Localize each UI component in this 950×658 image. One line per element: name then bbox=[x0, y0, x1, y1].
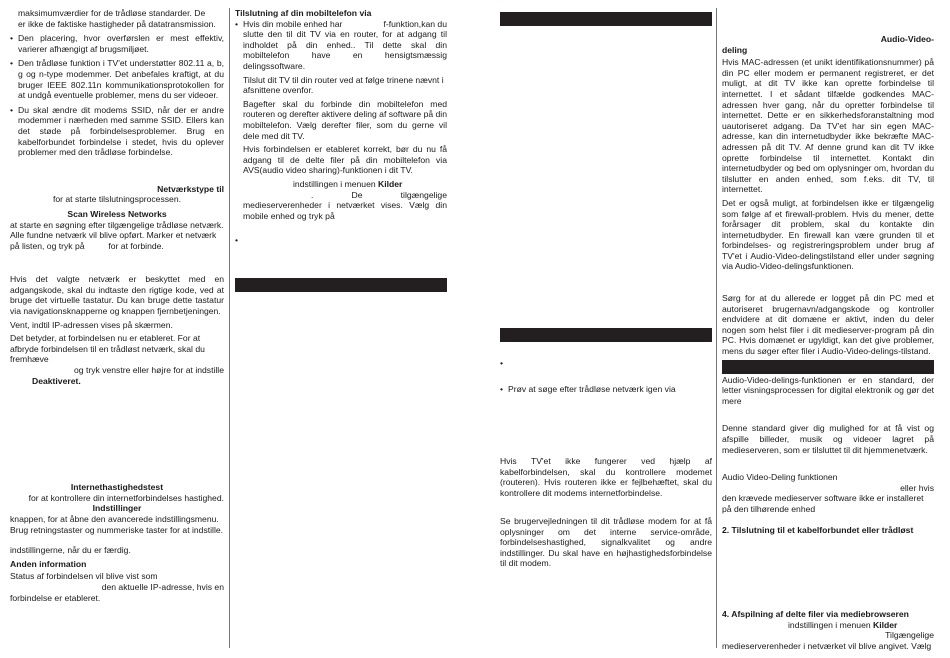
section-header-bar bbox=[235, 278, 447, 292]
paragraph: Hvis TV'et ikke fungerer ved hjælp af kabelforbindelsen, skal du kontrollere modemet (routeren). Hvis routeren ikke er fejlbehæftet, skal du kontrollere dit modems internetforbindelse. bbox=[500, 456, 712, 498]
section-header-bar bbox=[500, 12, 712, 26]
text-fragment: Kilder bbox=[378, 178, 403, 189]
text-line: den aktuelle IP-adresse, hvis en bbox=[101, 581, 224, 592]
paragraph: Audio-Video-delings-funktionen er en standard, der letter visningsprocessen for digital elektronik og gør det mere bbox=[722, 374, 934, 406]
text-line: for at kontrollere din internetforbindelses hastighed. bbox=[28, 492, 224, 503]
paragraph: Det er også muligt, at forbindelsen ikke er tilgængelig som følge af et firewall-problem. Hvis du mener, dette forårsager dit problem, skal du kontakte din internetudbyder. En firewall kan være grunden til et forbindelses- og registreringsproblem under brug af TV'et i Audio-Video-delingstilstand eller under søgning via Audio-Video-delingsfunktionen. bbox=[722, 197, 934, 272]
text-line: Alle fundne netværk vil blive opført. Marker et netværk bbox=[10, 230, 217, 241]
paragraph: Vent, indtil IP-adressen vises på skærmen. bbox=[10, 319, 173, 330]
paragraph: Hvis forbindelsen er etableret korrekt, bør du nu få adgang til de delte filer på din mobiltelefon via AVS(audio video sharing)-funktionen i dit TV. bbox=[243, 144, 447, 176]
section-heading: 2. Tilslutning til et kabelforbundet eller trådløst bbox=[722, 524, 914, 535]
paragraph bbox=[10, 8, 224, 29]
text-line: Status af forbindelsen vil blive vist som bbox=[10, 571, 158, 582]
text-line: er ikke de faktiske hastigheder på datatransmission. bbox=[18, 18, 216, 29]
bullet-item bbox=[235, 19, 447, 72]
section-heading: Scan Wireless Networks bbox=[67, 208, 167, 219]
column-1 bbox=[10, 8, 224, 603]
text-line: på listen, og tryk på for at forbinde. bbox=[10, 240, 164, 251]
text-line: Tilgængelige bbox=[885, 630, 934, 641]
paragraph: for at starte tilslutningsprocessen. bbox=[52, 194, 181, 205]
bullet-item: • Den placering, hvor overførslen er mest effektiv, varierer afhængigt af brugsmiljøet. bbox=[10, 33, 224, 54]
column-divider bbox=[716, 8, 717, 648]
bullet-marker: • bbox=[500, 358, 504, 368]
text-fragment: • Hvis din mobile enhed har bbox=[243, 18, 343, 29]
section-header-bar bbox=[722, 360, 934, 374]
paragraph: Se brugervejledningen til dit trådløse modem for at få oplysninger om det interne service-område, forbindelseshastighed, signalkvalitet og andre indstillinger. Du skal have en højhastighedsforbindelse til dit modem. bbox=[500, 516, 712, 569]
column-divider bbox=[229, 8, 230, 648]
bullet-item: • Den trådløse funktion i TV'et understøtter 802.11 a, b, g og n-type modemmer. Det anbefales kraftigt, at du bruger IEEE 802.11n kommunikationsprotokollen for at undgå eventuelle problemer, mens du ser videoer. bbox=[10, 58, 224, 100]
section-heading: Internethastighedstest bbox=[70, 482, 164, 493]
paragraph: Denne standard giver dig mulighed for at få vist og afspille billeder, musik og videoer lagret på medieserveren, som er tilsluttet til dit hjemmenetværk. bbox=[722, 423, 934, 455]
text-line: indstillingerne, når du er færdig. bbox=[10, 545, 131, 556]
text-line bbox=[722, 620, 934, 631]
text-fragment: f-funktion,kan du bbox=[383, 18, 447, 29]
column-4 bbox=[722, 8, 934, 652]
bullet-item: • Du skal ændre dit modems SSID, når der er andre modemmer i nærheden med samme SSID. Ellers kan det støde på forbindelsesproblemer. Brug en kabelforbundet forbindelse i stedet, hvis du oplever problemer med den trådløse forbindelse. bbox=[10, 105, 224, 158]
text-fragment: indstillingen i menuen bbox=[293, 178, 376, 189]
text-line: eller hvis bbox=[900, 482, 934, 493]
paragraph: Tilslut dit TV til din router ved at følge trinene nævnt i afsnittene ovenfor. bbox=[243, 74, 444, 96]
text-line: Audio Video-Deling funktionen bbox=[722, 472, 838, 483]
bullet-item: • Prøv at søge efter trådløse netværk igen via bbox=[500, 384, 712, 395]
section-heading: deling bbox=[722, 44, 748, 55]
column-2 bbox=[235, 8, 447, 246]
text-line bbox=[235, 179, 447, 190]
text-fragment: indstillingen i menuen bbox=[788, 619, 871, 630]
section-heading: Anden information bbox=[10, 558, 87, 569]
text-line: og tryk venstre eller højre for at indstille bbox=[74, 365, 224, 376]
section-header-bar bbox=[500, 328, 712, 342]
paragraph: Bagefter skal du forbinde din mobiltelefon med routeren og derefter aktivere deling af software på din mobiltelefon. Vælg derefter filer, som du gerne vil dele med dit TV. bbox=[243, 98, 447, 141]
paragraph: Sørg for at du allerede er logget på din PC med et autoriseret brugernavn/adgangskode og kontroller endvidere at dit domæne er aktivt, inden du deler nogen som helst filer i dit medieserver-program på din PC. Hvis domænet er ugyldigt, kan det give problemer, mens du søger efter filer i Audio-Video-delings-tilstand. bbox=[722, 293, 934, 357]
paragraph: den krævede medieserver software ikke er installeret på den tilhørende enhed bbox=[722, 493, 924, 514]
text-line: medieserverenheder i netværket vil blive angivet. Vælg bbox=[722, 640, 932, 651]
section-heading: Indstillinger bbox=[92, 503, 142, 514]
section-heading: Netværkstype til bbox=[157, 183, 224, 194]
text-line: forbindelse er etableret. bbox=[10, 592, 101, 603]
paragraph: . De tilgængelige medieserverenheder i netværket vises. Vælg din mobile enhed og tryk på bbox=[243, 189, 447, 221]
text-line: maksimumværdier for de trådløse standarder. De bbox=[18, 8, 206, 18]
paragraph: slutte den til dit TV via en router, for at adgang til indholdet på din enhed.. Til dette skal din mobiltelefon have en hensigtsmæssig delingssoftware. bbox=[243, 29, 447, 71]
paragraph: knappen, for at åbne den avancerede indstillingsmenu. Brug retningstaster og nummeriske taster for at indstille. bbox=[10, 514, 224, 535]
text-fragment: Kilder bbox=[873, 619, 898, 630]
section-heading: Audio-Video- bbox=[880, 34, 934, 44]
section-heading: Tilslutning af din mobiltelefon via bbox=[235, 8, 372, 18]
text-line: at starte en søgning efter tilgængelige trådløse netværk. bbox=[10, 219, 224, 230]
paragraph: Hvis MAC-adressen (et unikt identifikationsnummer) på din PC eller modem er permanent registreret, er det muligt, at dit TV ikke kan oprette forbindelse til internettet. I et sådant tilfælde godkendes MAC-adressen hver gang, når du opretter forbindelse til internettet. Dette er en sikkerhedsforanstaltning mod uautoriseret adgang. Da TV'et har sin egen MAC-adresse, kan din internetudbyder ikke bekræfte MAC-adressen på dit TV. Af denne grund kan dit TV ikke oprette forbindelse til internettet. Kontakt din internetudbyder og bed om oplysninger om, hvordan du tilslutter en anden enhed, som f.eks. dit TV, til internettet. bbox=[722, 57, 934, 195]
paragraph: Hvis det valgte netværk er beskyttet med en adgangskode, skal du indtaste den rigtige kode, ved at bruge det virtuelle tastatur. Du kan bruge dette tastatur via navigationsknapperne og knappen fjernbetjeningen. bbox=[10, 274, 224, 317]
text-line: Deaktiveret. bbox=[32, 375, 81, 386]
section-heading: 4. Afspilning af delte filer via mediebrowseren bbox=[722, 609, 909, 620]
paragraph: Det betyder, at forbindelsen nu er etableret. For at afbryde forbindelsen til en trådløst netværk, skal du fremhæve bbox=[10, 333, 205, 365]
bullet-marker: • bbox=[235, 235, 239, 246]
text-line bbox=[243, 19, 447, 30]
